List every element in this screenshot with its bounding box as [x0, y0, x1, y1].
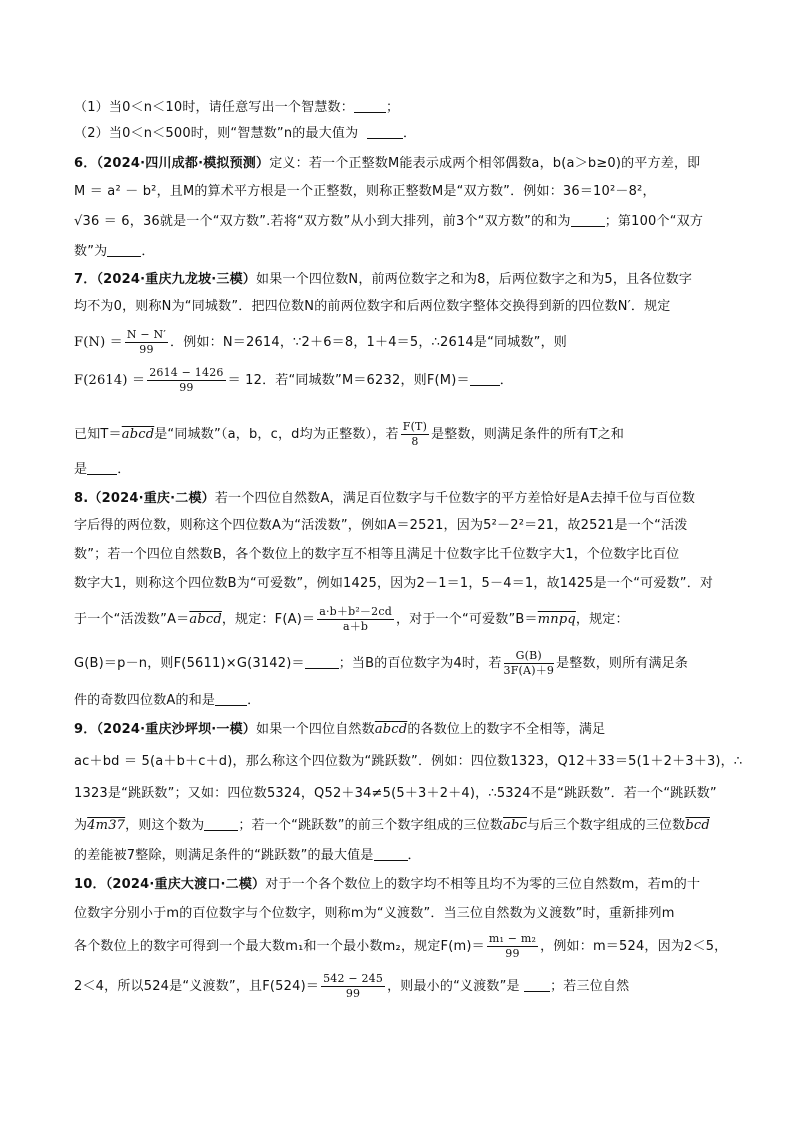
q10-line2 — [74, 906, 754, 922]
answer-blank[interactable] — [305, 656, 339, 669]
fraction — [125, 328, 168, 357]
q5-part2-end: ． — [402, 126, 417, 141]
q8-text: 数字大1，则称这个四位数B为“可爱数”，例如1425，因为2－1＝1，5－4＝1，故1425是一个“可爱数”．对 — [74, 576, 714, 591]
formula-lhs: F(N) ＝ — [74, 335, 123, 350]
formula-lhs: F(2614) ＝ — [74, 373, 146, 388]
q8-text: 字后得的两位数，则称这个四位数A为“活泼数”，例如A＝2521，因为5²－2²＝21，故2521是一个“活泼 — [74, 518, 688, 533]
q9-text: 1323是“跳跃数”；又如：四位数5324，Q52＋34≠5(5＋3＋2＋4)，∴5324不是“跳跃数”．若一个“跳跃数” — [74, 786, 717, 801]
q7-line3 — [74, 328, 754, 358]
q10-text: 2＜4，所以524是“义渡数”，且F(524)＝ — [74, 979, 320, 994]
fraction — [487, 932, 538, 961]
fraction-numerator: N − N′ — [126, 328, 167, 341]
q7-text: ． — [117, 462, 131, 477]
fraction-numerator: 2614 − 1426 — [149, 366, 224, 379]
q9-text: ，则这个数为 — [125, 818, 205, 833]
answer-blank[interactable] — [204, 818, 238, 831]
q8-line5 — [74, 604, 754, 636]
q9-text: ac＋bd ＝ 5(a＋b＋c＋d)，那么称这个四位数为“跳跃数”．例如：四位数1323，Q12＋33＝5(1＋2＋3＋3)，∴ — [74, 754, 743, 769]
q7-line5 — [74, 420, 754, 450]
fraction-denominator: 99 — [179, 381, 194, 394]
q8-line2 — [74, 518, 754, 534]
answer-blank[interactable] — [571, 214, 605, 227]
overlined-number: abcd — [374, 722, 408, 737]
fraction-denominator: 99 — [505, 947, 520, 960]
overlined-number: $\overline{abc}$ — [503, 818, 527, 833]
q7-text: ＝ 12．若“同城数”M＝6232，则F(M)＝ — [227, 373, 470, 388]
question-source: （2024·重庆沙坪坝·一模） — [96, 722, 257, 737]
q6-text: ；第100个“双方 — [604, 214, 704, 229]
q6-text: √36 ＝ 6，36就是一个“双方数”.若将“双方数”从小到大排列，前3个“双方数”的和为 — [74, 214, 571, 229]
q9-text: 的差能被7整除，则满足条件的“跳跃数”的最大值是 — [74, 848, 374, 863]
q8-text: 是整数，则所有满足条 — [556, 656, 689, 671]
q7-text: 如果一个四位数N，前两位数字之和为8，后两位数字之和为5，且各位数字 — [256, 272, 693, 287]
question-number: 6． — [74, 156, 97, 171]
q5-part1 — [74, 100, 754, 116]
q6-line1 — [74, 156, 754, 172]
q7-text: 是整数，则满足条件的所有T之和 — [431, 427, 625, 442]
q8-text: ． — [247, 693, 261, 708]
fraction-denominator: 99 — [345, 987, 361, 1000]
q9-text: 为 — [74, 818, 88, 833]
q6-line3 — [74, 214, 754, 230]
q5-part1-text: （1）当0＜n＜10时，请任意写出一个智慧数： — [74, 100, 354, 115]
q7-text: ．例如：N＝2614，∵2＋6＝8，1＋4＝5，∴2614是“同城数”，则 — [170, 335, 567, 350]
q5-part1-end: ； — [385, 100, 400, 115]
answer-blank[interactable] — [107, 244, 141, 257]
q9-line5 — [74, 848, 754, 864]
fraction — [147, 366, 225, 395]
q8-line6 — [74, 648, 754, 680]
q8-text: 于一个“活泼数”A＝ — [74, 612, 190, 627]
question-source: （2024·重庆九龙坡·三模） — [96, 272, 257, 287]
q9-text: 与后三个数字组成的三位数 — [526, 818, 686, 833]
question-number: 8. — [74, 491, 89, 506]
q9-line1 — [74, 722, 754, 738]
question-source: （2024·四川成都·模拟预测） — [96, 156, 270, 171]
answer-blank[interactable] — [374, 848, 408, 861]
fraction-denominator: 3F(A)＋9 — [503, 664, 555, 677]
answer-blank[interactable] — [524, 979, 550, 992]
q9-text: ；若一个“跳跃数”的前三个数字组成的三位数 — [238, 818, 504, 833]
fraction-numerator: 542 − 245 — [323, 972, 384, 985]
overlined-number: mnpq — [537, 612, 576, 627]
q9-text: 如果一个四位自然数 — [256, 722, 375, 737]
q8-text: ，规定： — [575, 612, 629, 627]
q8-text: ；当B的百位数字为4时，若 — [338, 656, 502, 671]
q9-text: ． — [407, 848, 421, 863]
answer-blank[interactable] — [87, 462, 117, 475]
q7-text: ． — [499, 373, 513, 388]
fraction-denominator: a＋b — [342, 620, 369, 633]
q10-text: ，例如：m＝524，因为2＜5， — [540, 939, 728, 954]
fraction — [401, 420, 429, 449]
q7-text: 是 — [74, 462, 88, 477]
fraction-numerator: F(T) — [402, 420, 428, 433]
q5-part2-text: （2）当0＜n＜500时，则“智慧数”n的最大值为 — [74, 126, 359, 141]
q9-text: 的各数位上的数字不全相等，满足 — [407, 722, 606, 737]
fraction — [504, 649, 555, 678]
fraction — [317, 605, 394, 634]
q7-line1 — [74, 272, 754, 288]
q8-text: G(B)＝p－n，则F(5611)×G(3142)＝ — [74, 656, 305, 671]
q7-text: 均不为0，则称N为“同城数”．把四位数N的前两位数字和后两位数字整体交换得到新的四位数N′．规定 — [74, 299, 671, 314]
overlined-number: $\overline{bcd}$ — [685, 818, 710, 833]
q10-text: ，则最小的“义渡数”是 — [387, 979, 520, 994]
question-source: （2024·重庆·二模） — [88, 491, 215, 506]
q10-line1 — [74, 877, 754, 893]
answer-blank[interactable] — [470, 373, 500, 386]
q10-line3 — [74, 932, 754, 962]
overlined-number: abcd — [189, 612, 222, 627]
q7-line2 — [74, 299, 754, 315]
q8-line3 — [74, 547, 754, 563]
q10-text: 位数字分别小于m的百位数字与个位数字，则称m为“义渡数”．当三位自然数为义渡数”时，重新排列m — [74, 906, 675, 921]
q8-line4 — [74, 576, 754, 592]
answer-blank[interactable] — [367, 126, 403, 139]
question-number: 9． — [74, 722, 97, 737]
q8-text: 数”；若一个四位自然数B，各个数位上的数字互不相等且满足十位数字比千位数字大1，个位数字比百位 — [74, 547, 680, 562]
fraction-denominator: 8 — [411, 435, 419, 448]
q6-line2 — [74, 184, 754, 200]
q8-text: 件的奇数四位数A的和是 — [74, 693, 216, 708]
q6-text: M ＝ a² － b²，且M的算术平方根是一个正整数，则称正整数M是“双方数”．例如：36＝10²－8²， — [74, 184, 656, 199]
q10-text: ；若三位自然 — [550, 979, 630, 994]
q7-text: 是“同城数”（a，b，c，d均为正整数），若 — [154, 427, 399, 442]
fraction-numerator: m₁ − m₂ — [488, 932, 537, 945]
q7-text: 已知T＝ — [74, 427, 122, 442]
q7-line6 — [74, 462, 754, 478]
q9-line4 — [74, 818, 754, 834]
overlined-number: abcd — [121, 427, 155, 442]
q6-line4 — [74, 244, 754, 260]
q9-line2 — [74, 754, 754, 770]
q6-text: 数”为 — [74, 244, 108, 259]
question-number: 10． — [74, 877, 106, 892]
question-number: 7． — [74, 272, 97, 287]
q5-part2 — [74, 126, 754, 142]
question-source: （2024·重庆大渡口·二模） — [105, 877, 266, 892]
fraction-denominator: 99 — [139, 343, 154, 356]
overlined-number: 4m37 — [87, 818, 126, 833]
q7-line4 — [74, 366, 754, 396]
q8-line1 — [74, 491, 754, 507]
q8-line7 — [74, 693, 754, 709]
fraction — [321, 972, 385, 1001]
q10-text: 各个数位上的数字可得到一个最大数m₁和一个最小数m₂，规定F(m)＝ — [74, 939, 485, 954]
q9-line3 — [74, 786, 754, 802]
answer-blank[interactable] — [354, 100, 386, 113]
q8-text: ，规定：F(A)＝ — [221, 612, 316, 627]
q6-text: 定义：若一个正整数M能表示成两个相邻偶数a，b(a＞b≥0)的平方差，即 — [269, 156, 701, 171]
q10-line4 — [74, 972, 754, 1002]
q10-text: 对于一个各个数位上的数字均不相等且均不为零的三位自然数m，若m的十 — [265, 877, 701, 892]
q6-text: ． — [141, 244, 155, 259]
fraction-numerator: a·b＋b²－2cd — [319, 605, 392, 618]
q8-text: ，对于一个“可爱数”B＝ — [395, 612, 538, 627]
q8-text: 若一个四位自然数A，满足百位数字与千位数字的平方差恰好是A去掉千位与百位数 — [214, 491, 696, 506]
answer-blank[interactable] — [215, 693, 247, 706]
fraction-numerator: G(B) — [504, 649, 555, 664]
